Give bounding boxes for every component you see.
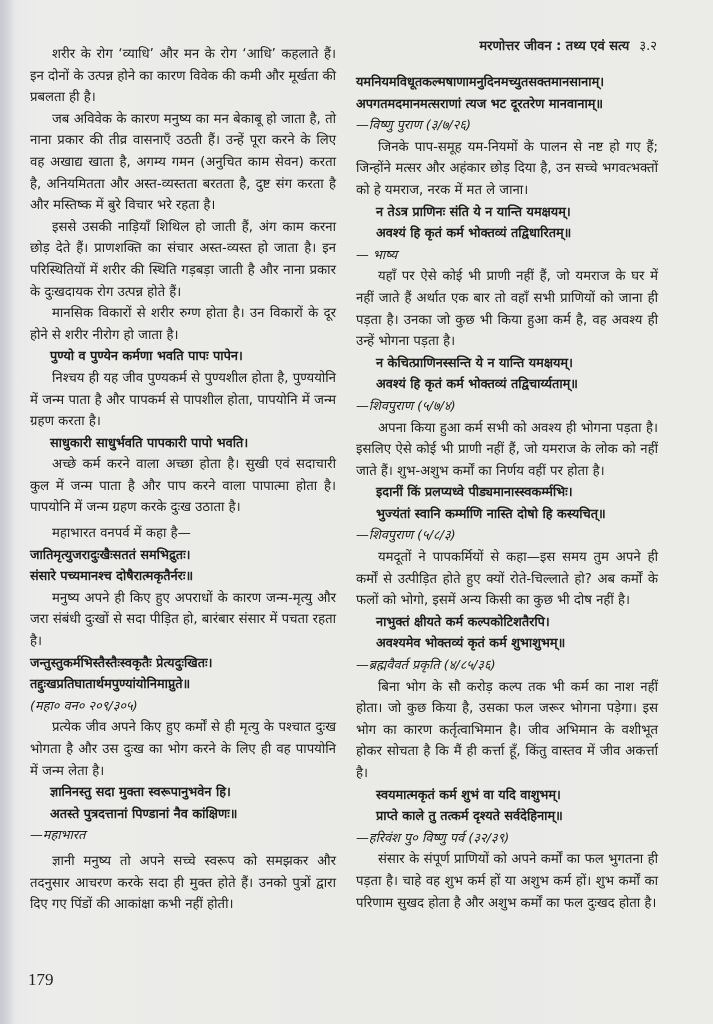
paragraph: बिना भोग के सौ करोड़ कल्प तक भी कर्म का नाश नहीं होता। जो कुछ किया है, उसका फल जरूर भोगना पड़ेगा। इस भोग का कारण कर्तृत्वाभिमान है। जीव अभिमान के वशीभूत होकर सोचता है कि मैं ही कर्त्ता हूँ, किंतु वास्तव में जीव अकर्त्ता है। xyxy=(356,679,658,781)
paragraph: शरीर के रोग ‘व्याधि’ और मन के रोग ‘आधि’ कहलाते हैं। इन दोनों के उत्पन्न होने का कारण विवेक की कमी और मूर्खता की प्रबलता ही है। xyxy=(30,47,336,106)
sanskrit-verse-line: अवश्यं हि कृतं कर्म भोक्तव्यं तद्विचार्य्यताम्॥ xyxy=(376,377,578,393)
sanskrit-verse-line: जन्तुस्तुकर्मभिस्तैस्तैःस्वकृतैः प्रेत्यदुःखितः। xyxy=(30,655,213,671)
header-section-number: ३.२ xyxy=(639,39,657,54)
left-column xyxy=(30,44,336,916)
verse-source: —विष्णु पुराण (३/७/२६) xyxy=(356,118,472,134)
running-header xyxy=(445,36,657,54)
sanskrit-verse-line: स्वयमात्मकृतं कर्म शुभं वा यदि वाशुभम्। xyxy=(376,787,561,803)
sanskrit-verse-line: यमनियमविधूतकल्मषाणामनुदिनमच्युतसक्तमानसानाम्। xyxy=(356,75,605,90)
sanskrit-verse-line: संसारे पच्यमानश्च दोषैरात्मकृतैर्नरः॥ xyxy=(30,569,194,585)
sanskrit-verse-line: न तेऽत्र प्राणिनः संति ये न यान्ति यमक्षयम्। xyxy=(376,204,571,220)
paragraph: प्रत्येक जीव अपने किए हुए कर्मों से ही मृत्यु के पश्चात दुःख भोगता है और उस दुःख का भोग करने के लिए ही वह पापयोनि में जन्म लेता है। xyxy=(30,720,336,779)
sanskrit-verse-line: अतस्ते पुत्रदत्तानां पिण्डानां नैव कांक्षिणः॥ xyxy=(50,806,238,822)
paragraph: यहाँ पर ऐसे कोई भी प्राणी नहीं हैं, जो यमराज के घर में नहीं जाते हैं अर्थात एक बार तो वहाँ सभी प्राणियों को जाना ही पड़ता है। उनका जो कुछ भी किया हुआ कर्म है, वह अवश्य ही उन्हें भोगना पड़ता है। xyxy=(356,269,658,350)
sanskrit-verse-line: न केचित्प्राणिनस्सन्ति ये न यान्ति यमक्षयम्। xyxy=(376,355,573,371)
paragraph: अच्छे कर्म करने वाला अच्छा होता है। सुखी एवं सदाचारी कुल में जन्म पाता है और पाप करने वाला पापात्मा होता है। पापयोनि में जन्म ग्रहण करके दुःख उठाता है। xyxy=(30,457,336,516)
paragraph: संसार के संपूर्ण प्राणियों को अपने कर्मों का फल भुगतना ही पड़ता है। चाहे वह शुभ कर्म हों या अशुभ कर्म हों। शुभ कर्मों का परिणाम सुखद होता है और अशुभ कर्मों का फल दुःखद होता है। xyxy=(356,852,658,911)
sanskrit-verse-line: भुज्यंतां स्वानि कर्म्माणि नास्ति दोषो हि कस्यचित्॥ xyxy=(376,506,606,522)
sanskrit-verse-line: जातिमृत्युजरादुःखैःसततं समभिद्रुतः। xyxy=(30,547,191,563)
sanskrit-verse-line: अवश्यं हि कृतं कर्म भोक्तव्यं तद्विधारितम्॥ xyxy=(376,226,572,242)
paragraph: ज्ञानी मनुष्य तो अपने सच्चे स्वरूप को समझकर और तदनुसार आचरण करके सदा ही मुक्त होते हैं। उनको पुत्रों द्वारा दिए गए पिंडों की आकांक्षा कभी नहीं होती। xyxy=(30,853,336,913)
sanskrit-verse-line: प्राप्ते काले तु तत्कर्म दृश्यते सर्वदेहिनाम्॥ xyxy=(376,809,563,825)
verse-source: —ब्रह्मवैवर्त प्रकृति (४/८५/३६) xyxy=(356,658,496,674)
paragraph: अपना किया हुआ कर्म सभी को अवश्य ही भोगना पड़ता है। इसलिए ऐसे कोई भी प्राणी नहीं हैं, जो यमराज के लोक को नहीं जाते हैं। शुभ-अशुभ कर्मों का निर्णय वहीं पर होता है। xyxy=(356,420,658,479)
sanskrit-verse: पुण्यो व पुण्येन कर्मणा भवति पापः पापेन। xyxy=(50,349,243,365)
paragraph: इससे उसकी नाड़ियाँ शिथिल हो जाती हैं, अंग काम करना छोड़ देते हैं। प्राणशक्ति का संचार अस्त-व्यस्त हो जाता है। इन परिस्थितियों में शरीर की स्थिति गड़बड़ा जाती है और नाना प्रकार के दुःखदायक रोग उत्पन्न होते हैं। xyxy=(30,219,336,300)
verse-source: —शिवपुराण (५/८/३) xyxy=(356,528,456,544)
paragraph: निश्चय ही यह जीव पुण्यकर्म से पुण्यशील होता है, पुण्ययोनि में जन्म पाता है और पापकर्म से पापशील होता, पापयोनि में जन्म ग्रहण करता है। xyxy=(30,370,336,430)
right-column xyxy=(356,72,658,914)
binding-shadow xyxy=(0,0,16,1024)
paragraph: मानसिक विकारों से शरीर रुग्ण होता है। उन विकारों के दूर होने से शरीर नीरोग हो जाता है। xyxy=(30,306,336,343)
paragraph: जब अविवेक के कारण मनुष्य का मन बेकाबू हो जाता है, तो नाना प्रकार की तीव्र वासनाएँ उठती हैं। उन्हें पूरा करने के लिए वह अखाद्य खाता है, अगम्य गमन (अनुचित काम सेवन) करता है, अनियमितता और अस्त-व्यस्तता बरतता है, दुष्ट संग करता है और मस्तिष्क में बुरे विचार भरे रहता है। xyxy=(30,111,336,214)
header-title: मरणोत्तर जीवन : तथ्य एवं सत्य xyxy=(479,39,630,54)
sanskrit-verse-line: इदानीं किं प्रलप्यध्वे पीड्यमानास्स्वकर्म्मभिः। xyxy=(376,485,573,501)
sanskrit-verse-line: अवश्यमेव भोक्तव्यं कृतं कर्म शुभाशुभम्॥ xyxy=(376,636,566,652)
verse-source: —महाभारत xyxy=(30,828,86,844)
paragraph: जिनके पाप-समूह यम-नियमों के पालन से नष्ट हो गए हैं; जिन्होंने मत्सर और अहंकार छोड़ दिया है, उन सच्चे भगवत्भक्तों को हे यमराज, नरक में मत ले जाना। xyxy=(356,139,658,198)
sanskrit-verse-line: अपगतमदमानमत्सराणां त्यज भट दूरतरेण मानवानाम्॥ xyxy=(356,96,604,112)
sanskrit-verse-line: तद्दुःखप्रतिघातार्थमपुण्यांयोनिमाप्नुते॥ xyxy=(30,677,191,693)
paragraph: मनुष्य अपने ही किए हुए अपराधों के कारण जन्म-मृत्यु और जरा संबंधी दुःखों से सदा पीड़ित हो, बारंबार संसार में पचता रहता है। xyxy=(30,590,336,650)
paragraph: यमदूतों ने पापकर्मियों से कहा—इस समय तुम अपने ही कर्मों से उत्पीड़ित होते हुए क्यों रोते-चिल्लाते हो? अब कर्मों के फलों को भोगो, इसमें अन्य किसी का कुछ भी दोष नहीं है। xyxy=(356,550,658,609)
sanskrit-verse-line: ज्ञानिनस्तु सदा मुक्ता स्वरूपानुभवेन हि। xyxy=(50,785,231,801)
verse-source: — भाष्य xyxy=(356,247,398,263)
sanskrit-verse-line: नाभुक्तं क्षीयते कर्म कल्पकोटिशतैरपि। xyxy=(376,614,550,630)
verse-source: —हरिवंश पु० विष्णु पर्व (३२/३९) xyxy=(356,830,510,846)
sanskrit-verse: साधुकारी साधुर्भवति पापकारी पापो भवति। xyxy=(50,435,249,451)
verse-source: (महा० वन० २०९/३०५) xyxy=(30,698,138,714)
page-number: 179 xyxy=(28,970,54,989)
verse-source: —शिवपुराण (५/७/४) xyxy=(356,398,456,414)
paragraph: महाभारत वनपर्व में कहा है— xyxy=(52,526,191,542)
